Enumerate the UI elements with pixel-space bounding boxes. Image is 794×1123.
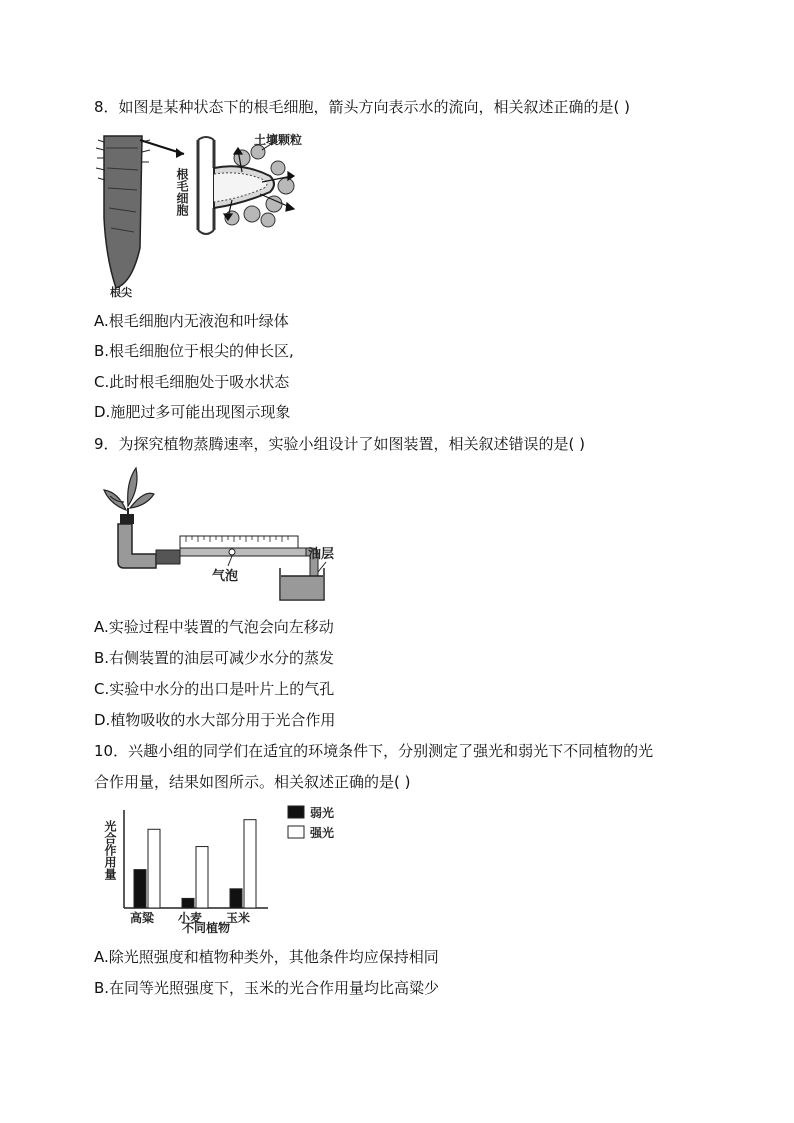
- question-9-stem: 9．为探究植物蒸腾速率，实验小组设计了如图装置，相关叙述错误的是( ): [94, 435, 586, 453]
- chart-x-axis-label: 不同植物: [182, 921, 231, 935]
- root-tip-shape: [104, 136, 142, 288]
- bar-1-0: [182, 898, 194, 908]
- chart-y-axis-label: 光合作用量: [103, 820, 117, 880]
- root-tip-label: 根尖: [110, 286, 132, 299]
- soil-particle-label: 土壤颗粒: [254, 133, 303, 147]
- question-9-option-d[interactable]: D.植物吸收的水大部分用于光合作用: [94, 711, 336, 729]
- question-9-option-b[interactable]: B.右侧装置的油层可减少水分的蒸发: [94, 649, 335, 667]
- category-label-0: 高粱: [130, 911, 155, 925]
- root-hair-figure: [92, 128, 322, 300]
- question-10-stem-line2: 合作用量，结果如图所示。相关叙述正确的是( ): [94, 773, 411, 791]
- question-9-option-c[interactable]: C.实验中水分的出口是叶片上的气孔: [94, 680, 335, 698]
- legend-label-1: 强光: [310, 826, 335, 840]
- legend-swatch-0: [288, 806, 304, 818]
- air-bubble: [229, 549, 235, 555]
- photosynthesis-bar-chart: [96, 800, 346, 935]
- question-8-option-a[interactable]: A.根毛细胞内无液泡和叶绿体: [94, 312, 289, 330]
- question-8-option-c[interactable]: C.此时根毛细胞处于吸水状态: [94, 373, 290, 391]
- question-8-option-d[interactable]: D.施肥过多可能出现图示现象: [94, 403, 291, 421]
- legend-label-0: 弱光: [310, 806, 335, 820]
- bubble-label: 气泡: [212, 569, 239, 584]
- question-9-option-a[interactable]: A.实验过程中装置的气泡会向左移动: [94, 618, 334, 636]
- category-label-2: 玉米: [226, 911, 251, 925]
- question-8-stem: 8．如图是某种状态下的根毛细胞，箭头方向表示水的流向，相关叙述正确的是( ): [94, 98, 631, 116]
- root-hair-cell-label: 根毛细胞: [175, 168, 189, 216]
- bar-2-1: [244, 820, 256, 908]
- question-8-option-b[interactable]: B.根毛细胞位于根尖的伸长区,: [94, 342, 294, 360]
- legend-swatch-1: [288, 826, 304, 838]
- bar-0-0: [134, 870, 146, 908]
- bar-2-0: [230, 889, 242, 908]
- bar-1-1: [196, 847, 208, 908]
- plant-icon: [104, 468, 154, 510]
- bar-0-1: [148, 829, 160, 908]
- question-10-option-a[interactable]: A.除光照强度和植物种类外，其他条件均应保持相同: [94, 948, 439, 966]
- transpiration-apparatus-figure: [96, 462, 346, 604]
- oil-layer-label: 油层: [308, 547, 335, 562]
- question-10-option-b[interactable]: B.在同等光照强度下，玉米的光合作用量均比高粱少: [94, 979, 440, 997]
- category-label-1: 小麦: [178, 911, 203, 925]
- question-10-stem-line1: 10．兴趣小组的同学们在适宜的环境条件下，分别测定了强光和弱光下不同植物的光: [94, 742, 654, 760]
